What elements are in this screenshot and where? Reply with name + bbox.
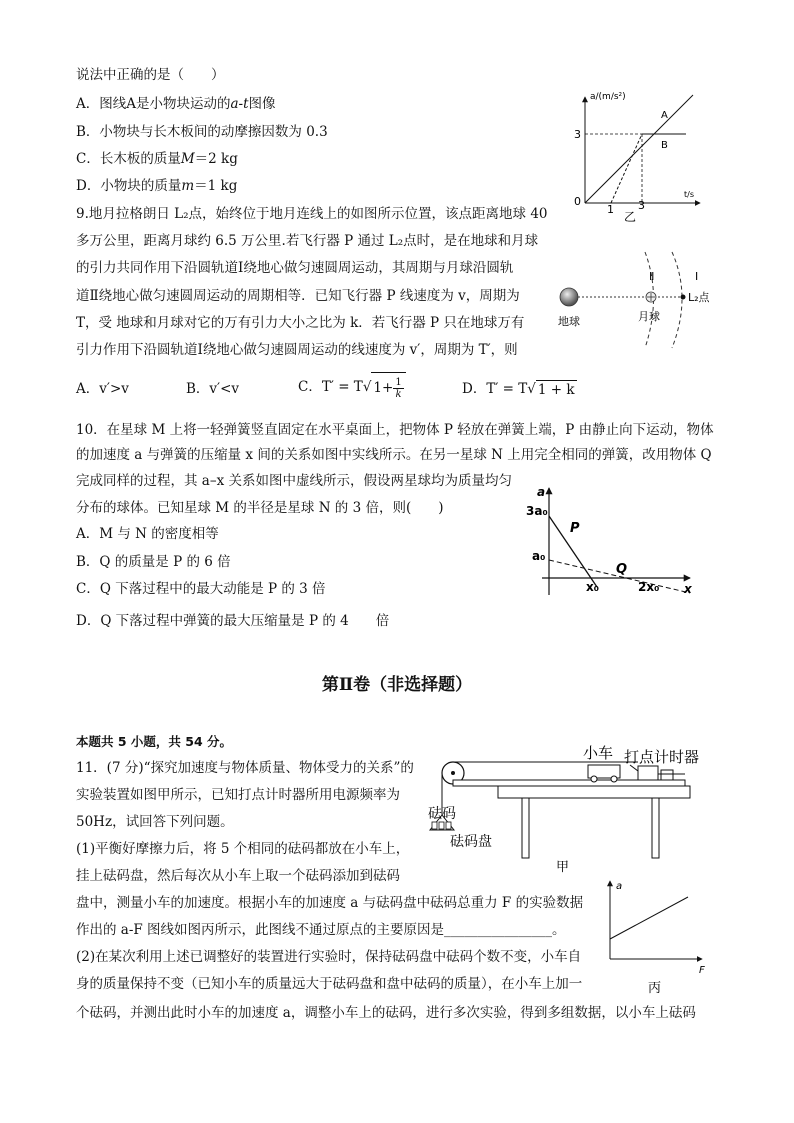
q8-stem-tail: 说法中正确的是（ ） [76,67,225,83]
orbit-1-arc [672,252,682,348]
q8-xlabel: t/s [684,190,694,199]
earth-circle [560,288,578,306]
q8-tick-y3: 3 [574,128,581,141]
q10-option-c: C．Q 下落过程中的最大动能是 P 的 3 倍 [76,581,326,597]
table-leg-left [522,798,529,858]
q8-ylabel: a/(m/s²) [590,92,626,102]
q10-line-3: 完成同样的过程，其 a–x 关系如图中虚线所示，假设两星球均为质量均匀 [76,473,512,489]
q11-line-7: 作出的 a-F 图线如图丙所示，此图线不通过原点的主要原因是________________。 [76,922,566,938]
q8-line-b-dashed [611,134,642,203]
q11-line-8: (2)在某次利用上述已调整好的装置进行实验时，保持砝码盘中砝码个数不变，小车自 [76,949,582,965]
q10-label-2x0: 2x₀ [638,580,660,594]
table-top [498,786,690,798]
q10-label-3a0: 3a₀ [526,504,548,518]
q9-option-c: C．T′ = T√ 1+ $\frac{1}{k}$ [298,372,406,403]
weight-label: 砝码 [428,806,456,822]
q8-tick-x3: 3 [638,199,645,212]
q10-line-1: 10．在星球 M 上将一轻弹簧竖直固定在水平桌面上，把物体 P 轻放在弹簧上端，P 由静止向下运动，物体 [76,422,714,438]
q9-option-b: B．v′<v [186,381,240,397]
q8-option-c: C．长木板的质量M＝2 kg [76,151,238,167]
q8-label-a: A [661,110,668,121]
q11-line-1: 11．(7 分)“探究加速度与物体质量、物体受力的关系”的 [76,760,414,776]
q10-line-4: 分布的球体。已知星球 M 的半径是星球 N 的 3 倍，则( ) [76,500,444,516]
q9-option-a: A．v′>v [76,381,129,397]
timer-label: 打点计时器 [624,748,700,766]
q11-apparatus-figure [420,740,740,875]
q11-line-3: 50Hz，试回答下列问题。 [76,814,234,830]
q9-line-2: 多万公里，距离月球约 6.5 万公里.若飞行器 P 通过 L₂点时，是在地球和月球 [76,233,539,249]
q11-line-4: (1)平衡好摩擦力后，将 5 个相同的砝码都放在小车上， [76,841,410,857]
earth-label: 地球 [558,315,580,328]
q9-line-1: 9.地月拉格朗日 L₂点，始终位于地月连线上的如图所示位置，该点距离地球 40 [76,206,548,222]
pan-label: 砝码盘 [450,834,492,850]
q11-line-5: 挂上砝码盘，然后每次从小车上取一个砝码添加到砝码 [76,868,400,884]
q11-line-2: 实验装置如图甲所示，已知打点计时器所用电源频率为 [76,787,400,803]
board [453,780,685,786]
section-2-note: 本题共 5 小题，共 54 分。 [76,734,233,749]
q11-ylabel: a [616,881,623,892]
q10-label-p: P [570,521,580,536]
q10-line-2: 的加速度 a 与弹簧的压缩量 x 间的关系如图中实线所示。在另一星球 N 上用完全相同的弹簧，改用物体 Q [76,447,712,463]
q9-orbit-figure [550,250,730,350]
l2-point [681,295,686,300]
q9-line-6: 引力作用下沿圆轨道Ⅰ绕地心做匀速圆周运动的线速度为 v′，周期为 T′，则 [76,342,518,358]
q11-line-10: 个砝码，并测出此时小车的加速度 a，调整小车上的砝码，进行多次实验，得到多组数据，以小车上砝码 [76,1005,696,1021]
q11-line-9: 身的质量保持不变（已知小车的质量远大于砝码盘和盘中砝码的质量），在小车上加一 [76,976,583,992]
q9-line-5: T，受 地球和月球对它的万有引力大小之比为 k．若飞行器 P 只在地球万有 [76,315,525,331]
q8-option-d: D．小物块的质量m＝1 kg [76,178,238,194]
q8-at-graph [560,85,710,225]
q11-line-6: 盘中，测量小车的加速度。根据小车的加速度 a 与砝码盘中砝码总重力 F 的实验数据 [76,895,584,911]
q10-label-q: Q [616,562,628,577]
q10-option-a: A．M 与 N 的密度相等 [76,526,219,542]
q10-option-d: D．Q 下落过程中弹簧的最大压缩量是 P 的 4 倍 [76,613,390,629]
q9-line-4: 道Ⅱ绕地心做匀速圆周运动的周期相等．已知飞行器 P 线速度为 v，周期为 [76,288,520,304]
q11-xlabel: F [699,965,705,976]
fig-jia-caption: 甲 [556,860,570,875]
fig-bing-caption: 丙 [648,981,662,996]
q8-origin: 0 [574,195,581,208]
q11-af-graph [602,875,712,997]
q8-caption: 乙 [624,210,637,224]
orbit-2-label: Ⅱ [649,270,655,283]
q11-af-line [610,897,688,939]
q9-line-3: 的引力共同作用下沿圆轨道Ⅰ绕地心做匀速圆周运动，其周期与月球沿圆轨 [76,260,514,276]
q10-option-b: B．Q 的质量是 P 的 6 倍 [76,554,231,570]
cart-label: 小车 [583,744,614,762]
table-leg-right [652,798,659,858]
timer [638,766,658,780]
l2-label: L₂点 [688,291,710,304]
q10-label-a0: a₀ [532,549,546,563]
q8-line-a [585,95,693,203]
section-2-title: 第Ⅱ卷（非选择题） [321,675,473,695]
q8-label-b: B [661,140,668,151]
q10-ylabel: a [537,485,546,499]
q10-label-x0: x₀ [586,580,599,594]
q10-xlabel: x [684,582,692,596]
moon-label: 月球 [638,310,660,323]
q8-tick-x1: 1 [607,203,614,216]
q10-ax-graph [520,480,700,605]
q9-option-d: D．T′ = T√ 1 + k [462,381,575,398]
q8-option-b: B．小物块与长木板间的动摩擦因数为 0.3 [76,124,328,140]
orbit-1-label: Ⅰ [695,270,699,283]
q8-option-a: A．图线A是小物块运动的a-t图像 [76,96,276,112]
